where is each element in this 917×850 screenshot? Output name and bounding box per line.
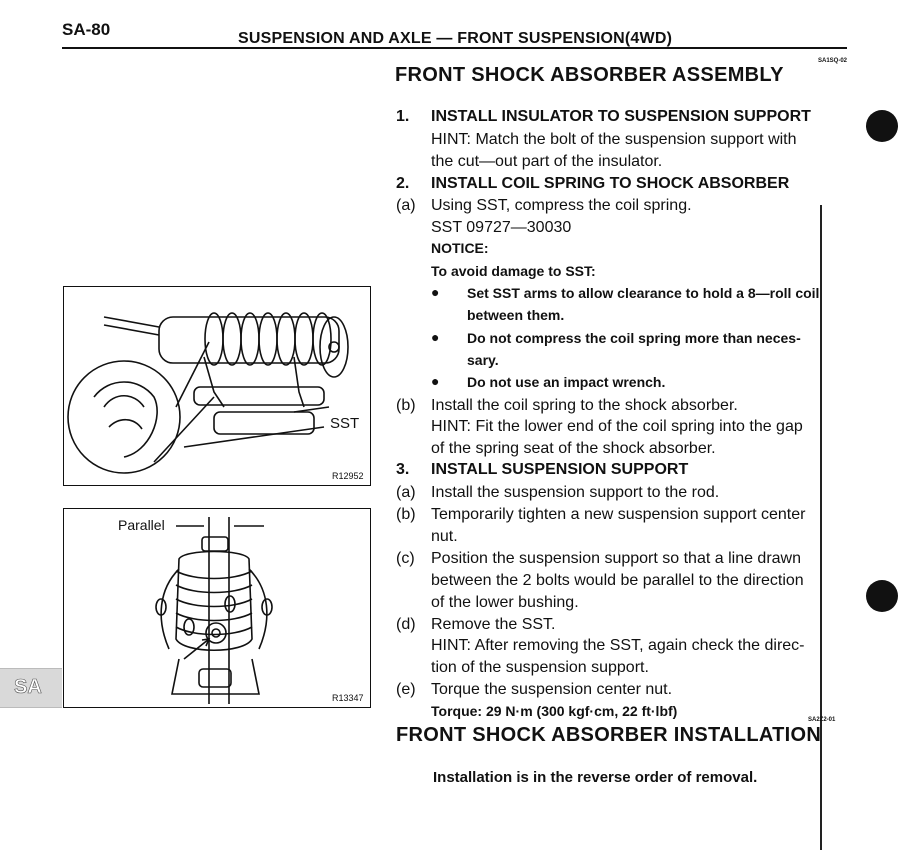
step-2a-label: (a) <box>396 197 416 214</box>
figure-parallel <box>63 508 371 708</box>
step-3c-label: (c) <box>396 550 415 567</box>
coil-spring-illustration <box>64 287 370 485</box>
step-1-hint-line: the cut—out part of the insulator. <box>431 153 663 170</box>
step-3e-line: Torque the suspension center nut. <box>431 681 673 698</box>
section-title-installation: FRONT SHOCK ABSORBER INSTALLATION <box>396 724 822 746</box>
step-3a-line: Install the suspension support to the rod. <box>431 484 720 501</box>
step-3b-line: Temporarily tighten a new suspension support center <box>431 506 806 523</box>
step-2-number: 2. <box>396 175 410 192</box>
parallel-callout: Parallel <box>118 517 165 533</box>
step-2-title: INSTALL COIL SPRING TO SHOCK ABSORBER <box>431 175 790 192</box>
step-2b-label: (b) <box>396 397 416 414</box>
notice-bullet-line: sary. <box>467 352 499 368</box>
step-3c-line: Position the suspension support so that a line drawn <box>431 550 802 567</box>
suspension-support-illustration <box>64 509 370 707</box>
step-3d-line: tion of the suspension support. <box>431 659 649 676</box>
binder-hole-top <box>866 110 898 142</box>
step-3c-line: of the lower bushing. <box>431 594 579 611</box>
step-3-number: 3. <box>396 461 410 478</box>
bullet-marker: ● <box>431 373 440 389</box>
section-code: SA1SQ-02 <box>818 58 848 64</box>
side-tab-label: SA <box>14 676 42 698</box>
page-header: SUSPENSION AND AXLE — FRONT SUSPENSION(4WD) <box>238 30 673 47</box>
step-1-number: 1. <box>396 108 410 125</box>
step-2b-line: Install the coil spring to the shock absorber. <box>431 397 738 414</box>
figure-ref: R13347 <box>332 693 364 703</box>
step-2b-line: of the spring seat of the shock absorber. <box>431 440 716 457</box>
step-3b-label: (b) <box>396 506 416 523</box>
step-3a-label: (a) <box>396 484 416 501</box>
notice-intro: To avoid damage to SST: <box>431 263 596 279</box>
step-1-hint-line: HINT: Match the bolt of the suspension support with <box>431 131 797 148</box>
step-2a-line: Using SST, compress the coil spring. <box>431 197 692 214</box>
notice-bullet-line: Do not use an impact wrench. <box>467 374 666 390</box>
bullet-marker: ● <box>431 284 440 300</box>
torque-spec: Torque: 29 N·m (300 kgf·cm, 22 ft·lbf) <box>431 703 678 719</box>
step-3b-line: nut. <box>431 528 458 545</box>
step-3e-label: (e) <box>396 681 416 698</box>
page-number: SA-80 <box>62 20 111 39</box>
bullet-marker: ● <box>431 329 440 345</box>
figure-sst-compress <box>63 286 371 486</box>
step-3-title: INSTALL SUSPENSION SUPPORT <box>431 461 689 478</box>
notice-label: NOTICE: <box>431 240 489 256</box>
sst-callout: SST <box>330 415 360 432</box>
step-2b-line: HINT: Fit the lower end of the coil spring into the gap <box>431 418 803 435</box>
step-3d-line: Remove the SST. <box>431 616 556 633</box>
step-1-title: INSTALL INSULATOR TO SUSPENSION SUPPORT <box>431 108 811 125</box>
figure-ref: R12952 <box>332 471 364 481</box>
section-code: SA2Z2-01 <box>808 717 836 723</box>
notice-bullet-line: between them. <box>467 307 565 323</box>
step-3c-line: between the 2 bolts would be parallel to the direction <box>431 572 804 589</box>
step-3d-label: (d) <box>396 616 416 633</box>
margin-line <box>820 205 822 850</box>
installation-note: Installation is in the reverse order of removal. <box>433 769 758 786</box>
binder-hole-bottom <box>866 580 898 612</box>
header-rule <box>62 47 847 49</box>
step-3d-line: HINT: After removing the SST, again check the direc- <box>431 637 805 654</box>
section-title-assembly: FRONT SHOCK ABSORBER ASSEMBLY <box>395 64 784 86</box>
notice-bullet-line: Set SST arms to allow clearance to hold a 8—roll coil <box>467 285 820 301</box>
notice-bullet-line: Do not compress the coil spring more than neces- <box>467 330 801 346</box>
step-2a-sst: SST 09727—30030 <box>431 219 572 236</box>
